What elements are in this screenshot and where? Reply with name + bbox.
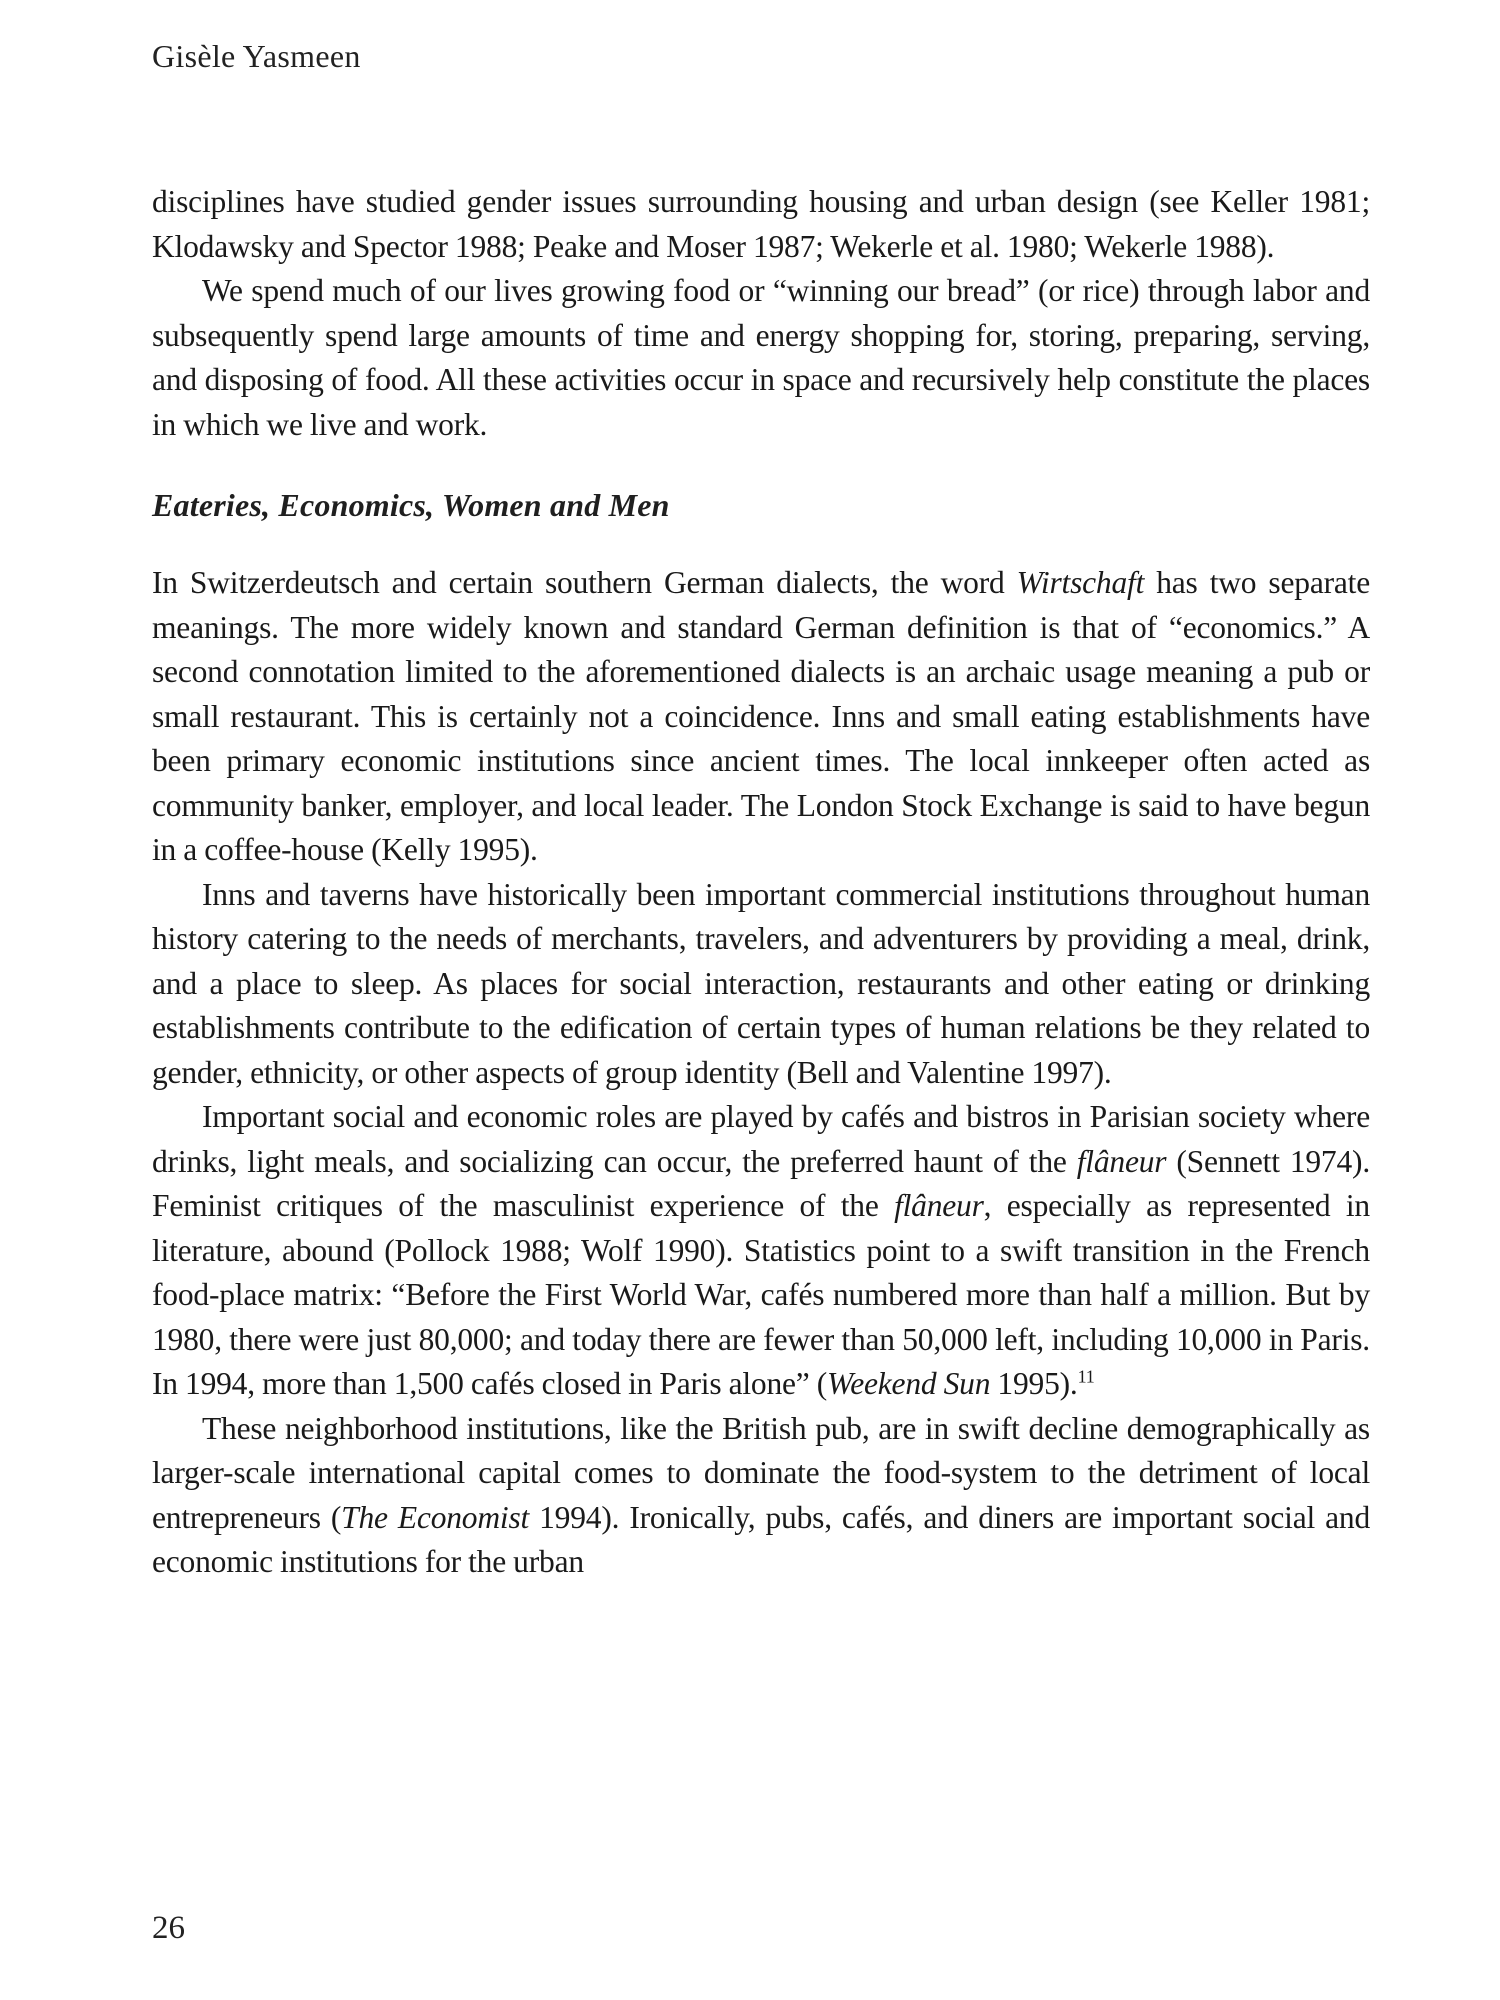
book-page — [152, 0, 1370, 2000]
text-run: In Switzerdeutsch and certain southern German dialects, the word — [152, 565, 1017, 600]
italic-term-flaneur: flâneur — [894, 1188, 984, 1223]
paragraph-neighborhood-institutions — [152, 1407, 1370, 1585]
body-text — [152, 180, 1370, 1585]
page-number: 26 — [152, 1910, 185, 1946]
text-run: (Sennett 1974). Feminist critiques of the masculinist experience of the — [152, 1143, 1370, 1223]
paragraph-wirtschaft — [152, 561, 1370, 873]
text-run: , especially as represented in literature, abound (Pollock 1988; Wolf 1990). Statistics point to a swift transition in the French food-place matrix: “Before the First World War, cafés numbered more than half a million. But by 1980, there were just 80,000; and today there are fewer than 50,000 left, including 10,000 in Paris. In 1994, more than 1,500 cafés closed in Paris alone” ( — [152, 1188, 1370, 1401]
italic-term-wirtschaft: Wirtschaft — [1016, 565, 1145, 600]
text-run: has two separate meanings. The more widely known and standard German definition is that of “economics.” A second connotation limited to the aforementioned dialects is an archaic usage meaning a pub or small restaurant. This is certainly not a coincidence. Inns and small eating establishments have been primary economic institutions since ancient times. The local innkeeper often acted as community banker, employer, and local leader. The London Stock Exchange is said to have begun in a coffee-house (Kelly 1995). — [152, 565, 1370, 867]
footnote-reference[interactable]: 11 — [1077, 1366, 1095, 1387]
running-head-author: Gisèle Yasmeen — [152, 38, 361, 74]
text-run: 1994). Ironically, pubs, cafés, and diners are important social and economic institutions for the urban — [152, 1499, 1370, 1579]
italic-citation-weekend-sun: Weekend Sun — [827, 1366, 991, 1401]
section-heading: Eateries, Economics, Women and Men — [152, 487, 670, 523]
paragraph-inns-taverns: Inns and taverns have historically been important commercial institutions throughout human history catering to the needs of merchants, travelers, and adventurers by providing a meal, drink, and a place to sleep. As places for social interaction, restaurants and other eating or drinking establishments contribute to the edification of certain types of human relations be they related to gender, ethnicity, or other aspects of group identity (Bell and Valentine 1997). — [152, 876, 1370, 1090]
text-run: These neighborhood institutions, like the British pub, are in swift decline demographically as larger-scale international capital comes to dominate the food-system to the detriment of local entrepreneurs ( — [152, 1410, 1370, 1535]
text-run: 1995). — [990, 1366, 1078, 1401]
paragraph-food-labor: We spend much of our lives growing food or “winning our bread” (or rice) through labor and subsequently spend large amounts of time and energy shopping for, storing, preparing, serving, and disposing of food. All these activities occur in space and recursively help constitute the places in which we live and work. — [152, 273, 1370, 442]
italic-citation-economist: The Economist — [341, 1499, 530, 1535]
text-run: Important social and economic roles are played by cafés and bistros in Parisian society where drinks, light meals, and socializing can occur, the preferred haunt of the — [152, 1099, 1370, 1179]
paragraph-parisian-cafes — [152, 1095, 1370, 1407]
italic-term-flaneur: flâneur — [1076, 1143, 1167, 1179]
paragraph-continued: disciplines have studied gender issues surrounding housing and urban design (see Keller 1981; Klodawsky and Spector 1988; Peake and Moser 1987; Wekerle et al. 1980; Wekerle 1988). — [152, 184, 1370, 264]
